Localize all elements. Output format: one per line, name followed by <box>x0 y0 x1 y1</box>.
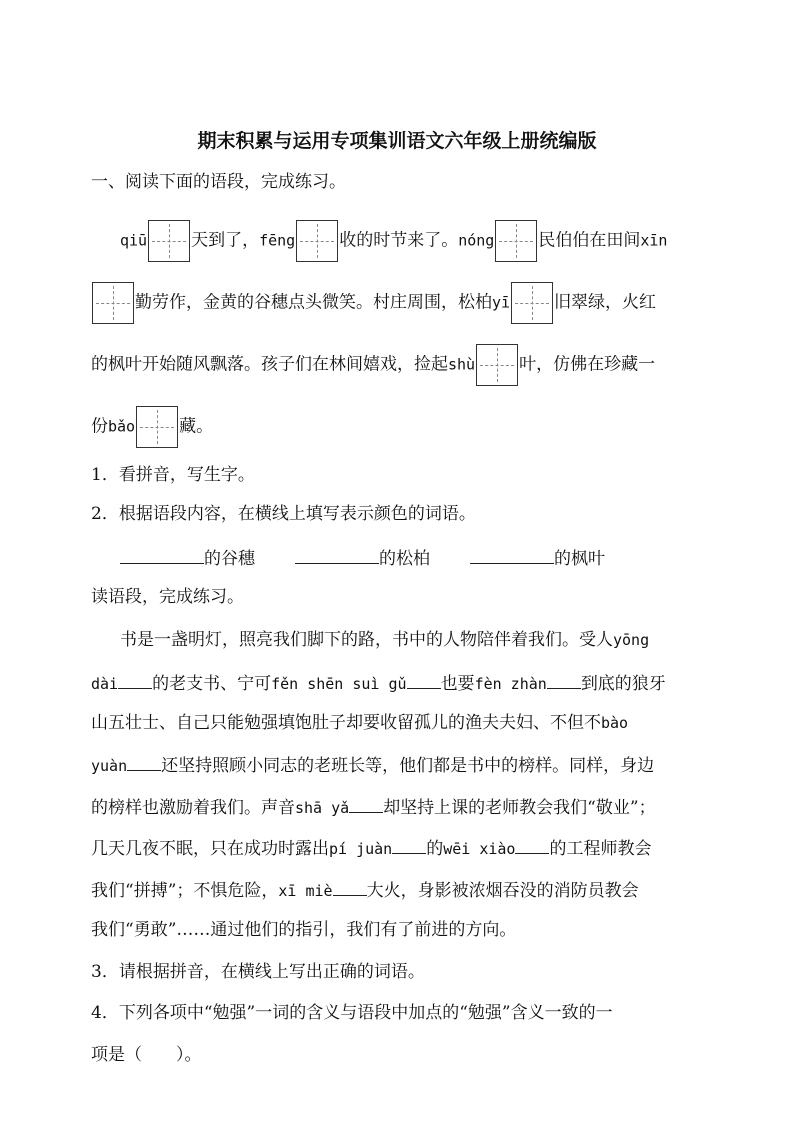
writing-box[interactable] <box>92 282 134 324</box>
question-2: 2．根据语段内容，在横线上填写表示颜色的词语。 <box>91 504 476 524</box>
pinyin-label: nóng <box>458 231 495 250</box>
passage-text: 的工程师教会 <box>549 839 652 859</box>
writing-box[interactable] <box>136 406 178 448</box>
section2-heading: 读语段，完成练习。 <box>91 587 244 607</box>
pinyin-label: xīn <box>640 231 668 250</box>
reading-line-5 <box>91 794 656 820</box>
pinyin-label: yōng <box>613 631 650 649</box>
pinyin-label: yuàn <box>91 757 128 775</box>
passage-text: 到底的狼牙 <box>580 674 666 694</box>
answer-blank[interactable] <box>333 877 367 896</box>
passage-text: 收的时节来了。 <box>339 230 459 251</box>
section1-heading: 一、阅读下面的语段，完成练习。 <box>91 172 346 192</box>
pinyin-label: shā yǎ <box>295 799 350 817</box>
passage-line-1 <box>120 220 667 262</box>
writing-box[interactable] <box>511 282 553 324</box>
fill-suffix: 的谷穗 <box>204 549 255 569</box>
reading-line-1 <box>120 628 649 652</box>
fill-suffix: 的松柏 <box>379 549 430 569</box>
answer-blank[interactable] <box>127 752 161 771</box>
reading-line-2 <box>91 670 666 696</box>
answer-blank[interactable] <box>295 545 379 564</box>
pinyin-label: yī <box>492 293 511 312</box>
pinyin-label: pí juàn <box>329 840 393 858</box>
passage-text: 的榜样也激励着我们。声音 <box>91 798 295 818</box>
writing-box[interactable] <box>495 220 537 262</box>
pinyin-label: dài <box>91 675 119 693</box>
passage-text: 山五壮士、自己只能勉强填饱肚子却要收留孤儿的渔夫夫妇、不但不 <box>91 713 601 733</box>
answer-blank[interactable] <box>120 545 204 564</box>
page-title: 期末积累与运用专项集训语文六年级上册统编版 <box>197 130 597 152</box>
pinyin-label: shù <box>448 355 476 374</box>
writing-box[interactable] <box>148 220 190 262</box>
passage-line-2 <box>91 282 656 324</box>
question-4-continued: 项是（ ）。 <box>91 1045 202 1065</box>
answer-blank[interactable] <box>392 835 426 854</box>
passage-text: 我们“拼搏”；不惧危险， <box>91 881 279 901</box>
fill-suffix: 的枫叶 <box>554 549 605 569</box>
reading-line-6 <box>91 835 651 861</box>
writing-box[interactable] <box>296 220 338 262</box>
pinyin-label: qiū <box>120 231 148 250</box>
reading-line-3 <box>91 711 628 735</box>
passage-text: 份 <box>91 416 108 437</box>
color-fill-row <box>120 545 605 571</box>
answer-blank[interactable] <box>547 670 581 689</box>
passage-text: 勤劳作，金黄的谷穗点头微笑。村庄周围，松柏 <box>135 292 492 313</box>
pinyin-label: bǎo <box>108 417 136 436</box>
answer-blank[interactable] <box>470 545 554 564</box>
reading-line-8: 我们“勇敢”……通过他们的指引，我们有了前进的方向。 <box>91 920 517 940</box>
passage-text: 几天几夜不眠，只在成功时露出 <box>91 839 329 859</box>
passage-text: 的老支书、宁可 <box>152 674 272 694</box>
pinyin-label: fěn shēn suì gǔ <box>271 675 407 693</box>
pinyin-label: fèn zhàn <box>474 675 547 693</box>
question-1: 1．看拼音，写生字。 <box>91 465 255 485</box>
passage-text: 藏。 <box>179 416 214 437</box>
answer-blank[interactable] <box>118 670 152 689</box>
passage-line-3 <box>91 344 655 386</box>
pinyin-label: fēng <box>259 231 296 250</box>
reading-line-7 <box>91 877 639 903</box>
answer-blank[interactable] <box>349 794 383 813</box>
question-3: 3．请根据拼音，在横线上写出正确的词语。 <box>91 962 425 982</box>
passage-text: 书是一盏明灯，照亮我们脚下的路，书中的人物陪伴着我们。受人 <box>120 630 613 650</box>
pinyin-label: bào <box>601 714 629 732</box>
passage-text: 的 <box>426 839 444 859</box>
passage-text: 的枫叶开始随风飘落。孩子们在林间嬉戏，捡起 <box>91 354 448 375</box>
passage-text: 旧翠绿，火红 <box>554 292 657 313</box>
passage-text: 还坚持照顾小同志的老班长等，他们都是书中的榜样。同样，身边 <box>161 756 655 776</box>
writing-box[interactable] <box>476 344 518 386</box>
answer-blank[interactable] <box>407 670 441 689</box>
reading-line-4 <box>91 752 654 778</box>
pinyin-label: wēi xiào <box>443 840 516 858</box>
pinyin-label: xī miè <box>278 882 333 900</box>
passage-text: 大火，身影被浓烟吞没的消防员教会 <box>366 881 639 901</box>
passage-text: 却坚持上课的老师教会我们“敬业”； <box>383 798 656 818</box>
passage-text: 天到了， <box>191 230 260 251</box>
passage-text: 民伯伯在田间 <box>538 230 641 251</box>
passage-text: 叶，仿佛在珍藏一 <box>519 354 656 375</box>
passage-line-4 <box>91 406 213 448</box>
passage-text: 也要 <box>440 674 475 694</box>
answer-blank[interactable] <box>515 835 549 854</box>
question-4: 4．下列各项中“勉强”一词的含义与语段中加点的“勉强”含义一致的一 <box>91 1003 613 1023</box>
